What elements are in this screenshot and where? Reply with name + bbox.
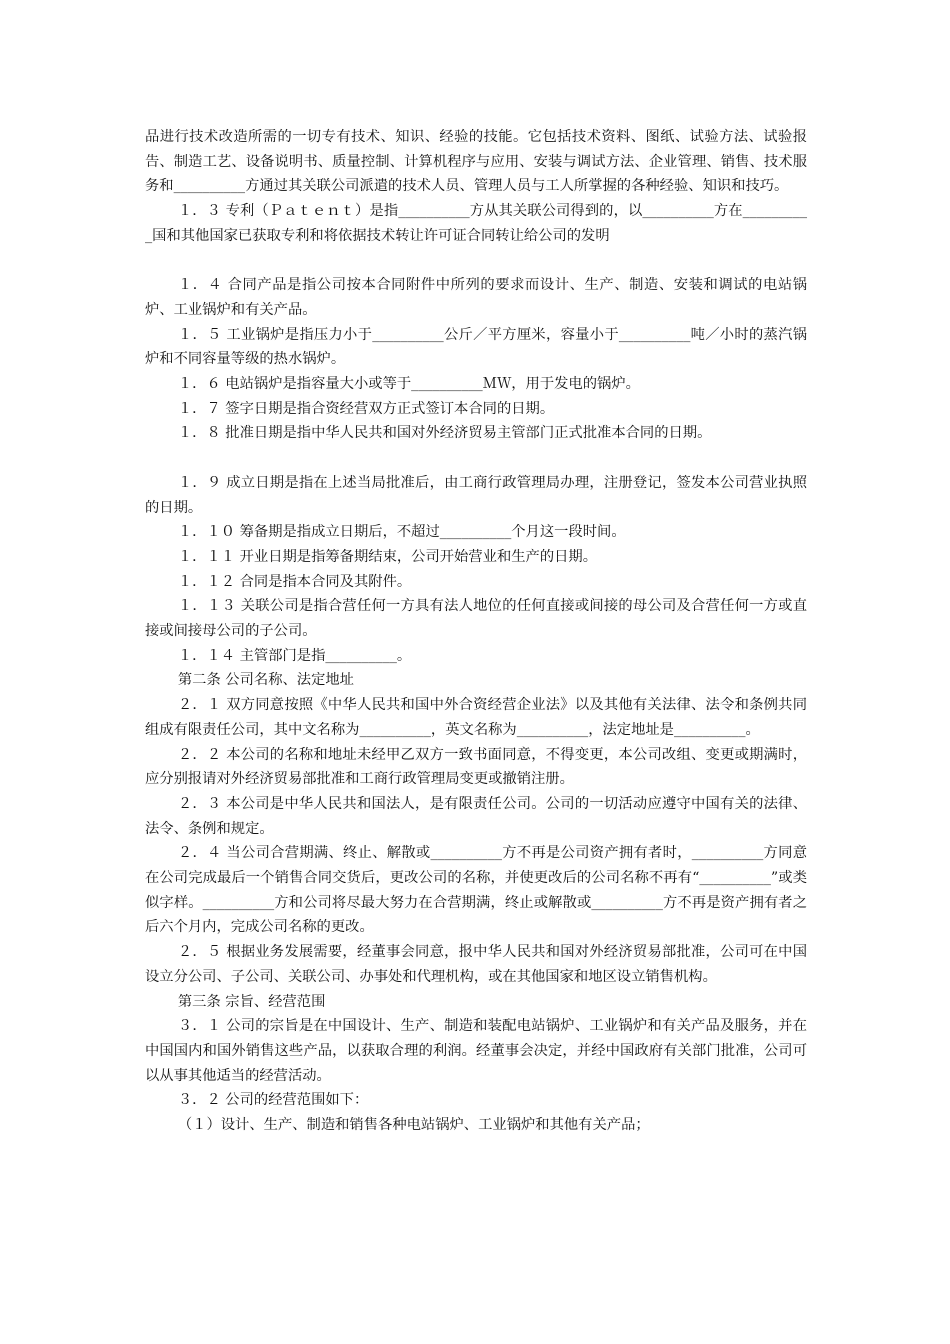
clause-1-11: １．１１ 开业日期是指筹备期结束，公司开始营业和生产的日期。	[177, 548, 598, 565]
clause-2-3: ２．３ 本公司是中华人民共和国法人，是有限责任公司。公司的一切活动应遵守中国有关的法律、法令、条例和规定。	[145, 795, 807, 837]
article-2-heading: 第二条 公司名称、法定地址	[177, 672, 354, 689]
clause-1-13: １．１３ 关联公司是指合营任何一方具有法人地位的任何直接或间接的母公司及合营任何一方或直接或间接母公司的子公司。	[145, 598, 807, 640]
clause-3-2-item-1: （１）设计、生产、制造和销售各种电站锅炉、工业锅炉和其他有关产品；	[177, 1117, 650, 1134]
clause-1-6: １．６ 电站锅炉是指容量大小或等于__________ＭＷ，用于发电的锅炉。	[177, 376, 640, 393]
clause-1-14: １．１４ 主管部门是指__________。	[177, 647, 412, 664]
clause-3-2: ３．２ 公司的经营范围如下：	[177, 1092, 369, 1109]
clause-2-1: ２．１ 双方同意按照《中华人民共和国中外合资经营企业法》以及其他有关法律、法令和条例共同组成有限责任公司，其中文名称为__________，英文名称为__________，法定地址是__________。	[145, 697, 807, 738]
article-3-heading: 第三条 宗旨、经营范围	[177, 993, 326, 1010]
clause-2-4: ２．４ 当公司合营期满、终止、解散或__________方不再是公司资产拥有者时，__________方同意在公司完成最后一个销售合同交货后，更改公司的名称，并使更改后的公司名称不再有“__________”或类似字样。__________方和公司将尽最大努力在合营期满，终止或解散或__________方不再是资产拥有者之后六个月内，完成公司名称的更改。	[145, 845, 807, 936]
clause-1-9: １．９ 成立日期是指在上述当局批准后，由工商行政管理局办理，注册登记，签发本公司营业执照的日期。	[145, 474, 807, 516]
clause-1-5: １．５ 工业锅炉是指压力小于__________公斤／平方厘米，容量小于__________吨／小时的蒸汽锅炉和不同容量等级的热水锅炉。	[145, 326, 807, 368]
clause-1-12: １．１２ 合同是指本合同及其附件。	[177, 573, 412, 590]
clause-2-5: ２．５ 根据业务发展需要，经董事会同意，报中华人民共和国对外经济贸易部批准，公司可在中国设立分公司、子公司、关联公司、办事处和代理机构，或在其他国家和地区设立销售机构。	[145, 944, 807, 985]
clause-3-1: ３．１ 公司的宗旨是在中国设计、生产、制造和装配电站锅炉、工业锅炉和有关产品及服务，并在中国国内和国外销售这些产品，以获取合理的利润。经董事会决定，并经中国政府有关部门批准，公司可以从事其他适当的经营活动。	[145, 1018, 807, 1084]
document-page	[145, 125, 807, 1138]
clause-1-8: １．８ 批准日期是指中华人民共和国对外经济贸易主管部门正式批准本合同的日期。	[177, 425, 712, 442]
clause-1-7: １．７ 签字日期是指合资经营双方正式签订本合同的日期。	[177, 400, 555, 417]
paragraph-continuation: 品进行技术改造所需的一切专有技术、知识、经验的技能。它包括技术资料、图纸、试验方法、试验报告、制造工艺、设备说明书、质量控制、计算机程序与应用、安装与调试方法、企业管理、销售、技术服务和__________方通过其关联公司派遣的技术人员、管理人员与工人所掌握的各种经验、知识和技巧。	[145, 129, 807, 195]
clause-1-4: １．４ 合同产品是指公司按本合同附件中所列的要求而设计、生产、制造、安装和调试的电站锅炉、工业锅炉和有关产品。	[145, 277, 807, 318]
clause-1-10: １．１０ 筹备期是指成立日期后，不超过__________个月这一段时间。	[177, 524, 626, 541]
clause-1-3: １．３ 专利（Ｐａｔｅｎｔ）是指__________方从其关联公司得到的，以__________方在__________国和其他国家已获取专利和将依据技术转让许可证合同转让给公司的发明	[145, 203, 807, 244]
clause-2-2: ２．２ 本公司的名称和地址未经甲乙双方一致书面同意，不得变更，本公司改组、变更或期满时，应分别报请对外经济贸易部批准和工商行政管理局变更或撤销注册。	[145, 746, 807, 788]
